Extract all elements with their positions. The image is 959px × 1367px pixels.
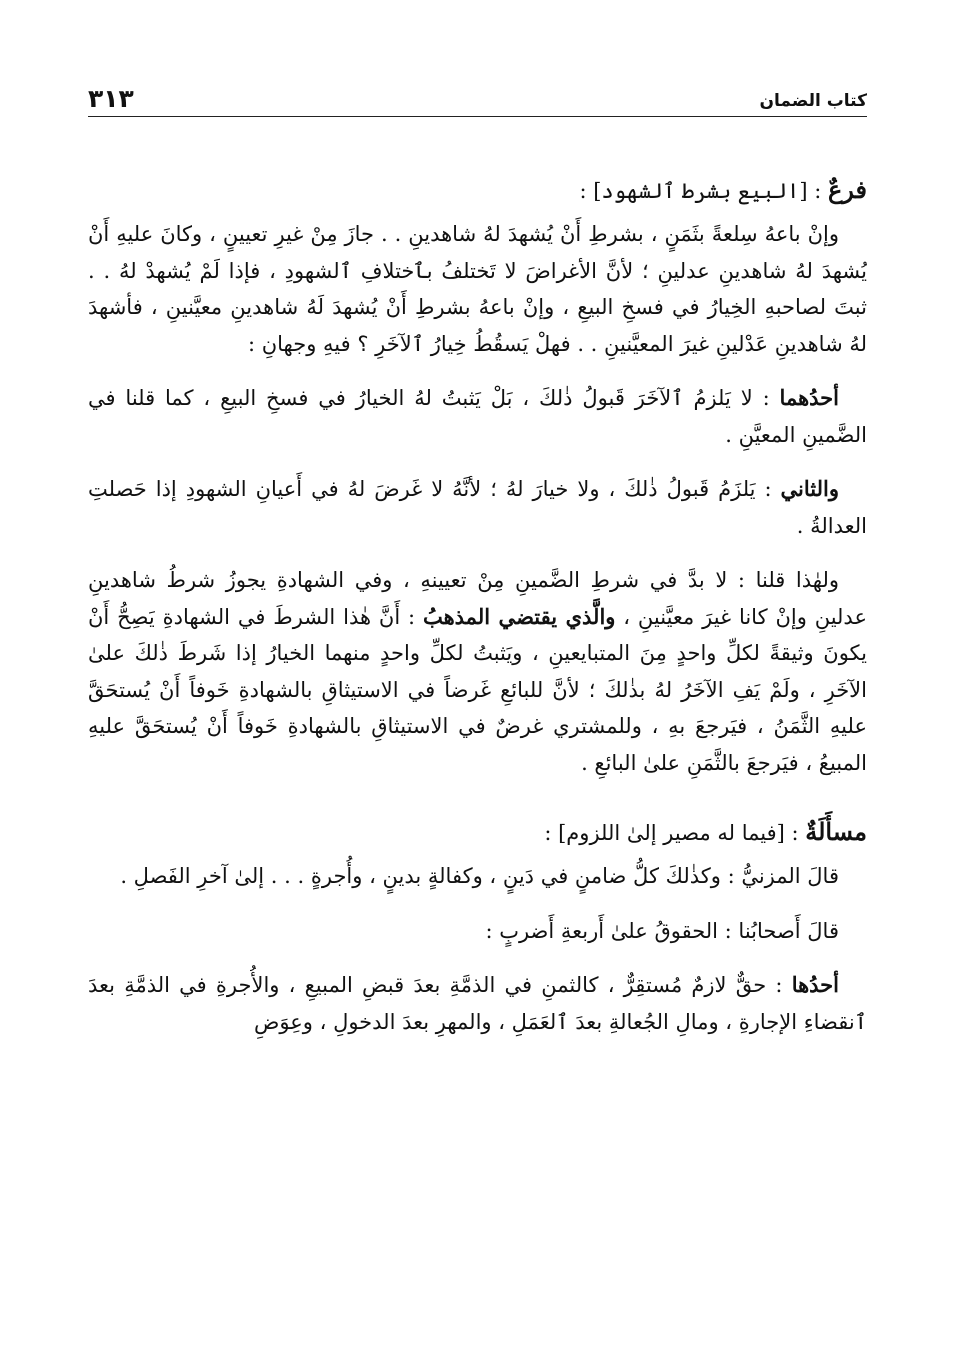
paragraph: قالَ أَصحابُنا : الحقوقُ علىٰ أَربعةِ أَضربٍ : [485,918,839,943]
paragraph-lead-word: أحدُها [791,972,839,997]
paragraph-text: : يَلزَمُ قَبولُ ذٰلكَ ، ولا خيارَ لهُ ؛ لأنَّهُ لا غَرضَ لهُ في أَعيانِ الشهودِ إذا حَصلتِ العدالةُ . [88,477,867,538]
page-number: ٣١٣ [88,84,134,113]
heading-title: : [فيما له مصير إلىٰ اللزوم] : [544,821,806,845]
book-page [88,78,867,1348]
heading-lead-word: مسأَلَةٌ [805,817,867,846]
section-heading-sale-with-witnesses [88,169,867,212]
paragraph-lead-word: أحدُهما [779,385,839,410]
heading-lead-word: فرعٌ [827,175,867,204]
paragraph-text: : لا يَلزمُ ٱلآخَرَ قَبولُ ذٰلكَ ، بَلْ يَثبتُ لهُ الخيارُ في فسخِ البيعِ ، كما قلنا في الضَّمينِ المعيَّنِ . [88,386,867,447]
paragraph: قالَ المزنيُّ : وكذٰلكَ كلُّ ضامنٍ في دَينٍ ، وكفالةٍ بدينٍ ، وأُجرةٍ . . . إلىٰ آخرِ الفَصلِ . [120,864,839,888]
paragraph-text: ولهٰذا قلنا : لا بدَّ في شرطِ الضَّمينِ مِنْ تعيينهِ ، وفي الشهادةِ يجوزُ شرطُ شاهدينِ عدلينِ وإنْ كانا غيرَ معيَّنينِ ، [88,568,867,629]
section-heading-binding-rights [88,811,867,854]
paragraph-text: : أَنَّ هٰذا الشرطَ في الشهادةِ يَصِحُّ أَنْ يكونَ وثيقةً لكلِّ واحدٍ مِنَ المتبايعينِ ، ويَثبتُ لكلِّ واحدٍ منهما الخيارُ إذا شَرطَ ذٰلكَ علىٰ الآخَرِ ، ولَمْ يَفِ الآخَرُ لهُ بذٰلكَ ؛ لأنَّ للبائعِ غَرضاً في الاستيثاقِ بالشهادةِ خَوفاً أَنْ يُستحَقَّ عليهِ الثَّمَنُ ، فيَرجعَ بهِ ، وللمشتري غرضٌ في الاستيثاقِ بالشهادةِ خَوفاً أَنْ يُستحَقَّ عليهِ المبيعُ ، فيَرجعَ بالثَّمَنِ علىٰ البائعِ . [88,604,867,775]
paragraph: وإنْ باعهُ سِلعةً بثَمَنٍ ، بشرطِ أَنْ يُشهدَ لهُ شاهدينِ . . جازَ مِنْ غيرِ تعيينٍ ، وكانَ عليهِ أَنْ يُشهدَ لهُ شاهدينِ عدلينِ ؛ لأنَّ الأغراضَ لا تَختلفُ بٱختلافِ ٱلشهودِ ، فإذا لَمْ يُشهدْ لهُ . . ثبتَ لصاحبهِ الخِيارُ في فسخِ البيعِ ، وإنْ باعهُ بشرطِ أَنْ يُشهدَ لَهُ شاهدينِ معيَّنينِ ، فأشهدَ لهُ شاهدينِ عَدْلينِ غيرَ المعيَّنينِ . . فهلْ يَسقُطُ خِيارُ ٱلآخَرِ ؟ فيهِ وجهانِ : [88,222,867,356]
paragraph [88,380,867,453]
paragraph-lead-word: والثاني [780,476,839,501]
heading-title: : [البيع بشرط ٱلشهود] : [579,179,828,203]
paragraph [88,967,867,1040]
paragraph-emphasis: والَّذي يقتضي المذهبُ [422,603,616,629]
paragraph [88,562,867,781]
running-header [88,78,867,117]
paragraph-text: : حقٌّ لازمٌ مُستقِرٌّ ، كالثمنِ في الذمَّةِ بعدَ قبضِ المبيعِ ، والأُجرةِ في الذمَّةِ بعدَ ٱنقضاءِ الإجارةِ ، ومالِ الجُعالةِ بعدَ ٱلعَمَلِ ، والمهرِ بعدَ الدخولِ ، وعِوَضِ [88,973,867,1034]
book-title: كتاب الضمان [759,91,867,111]
paragraph [88,471,867,544]
